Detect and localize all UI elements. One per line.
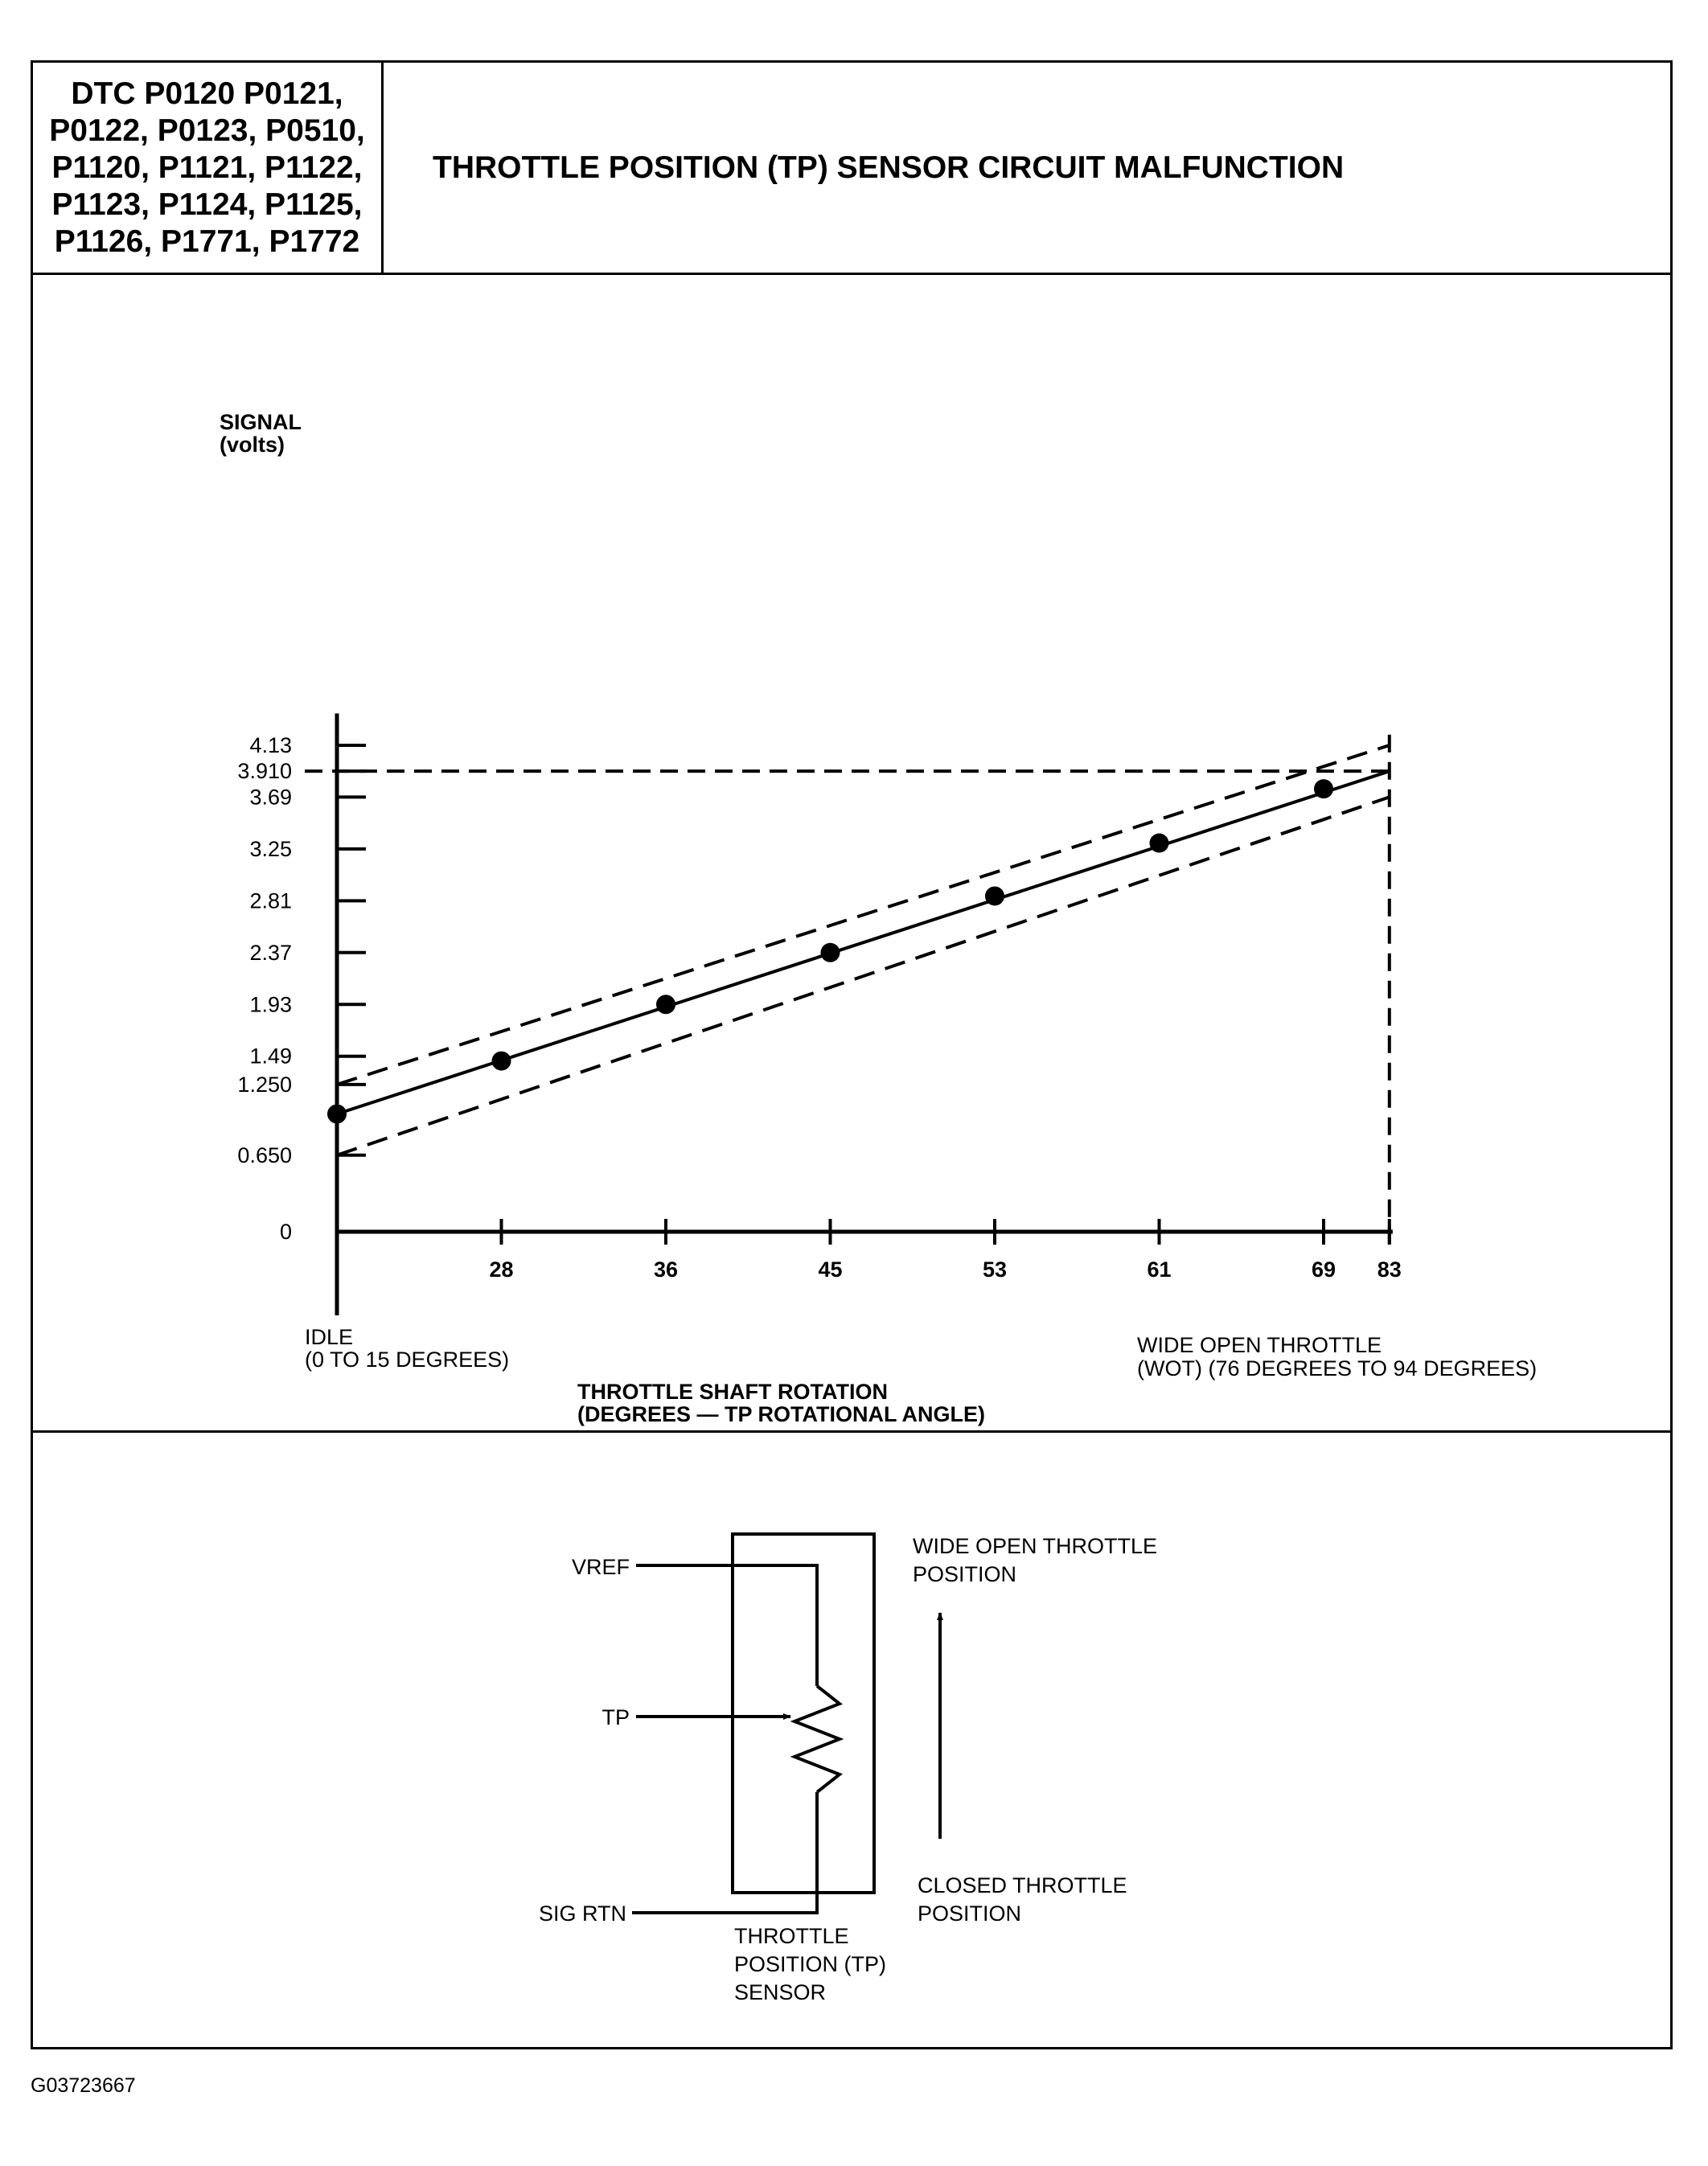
figure-frame — [31, 60, 1673, 2049]
x-tick-label: 83 — [1377, 1257, 1402, 1282]
x-tick-label: 28 — [489, 1257, 514, 1282]
data-point — [327, 1105, 347, 1124]
wot-position-label-line: POSITION — [913, 1562, 1017, 1586]
sensor-label-line: THROTTLE — [734, 1924, 849, 1948]
y-tick-label: 3.69 — [249, 785, 292, 810]
y-tick-label: 1.49 — [249, 1044, 292, 1069]
y-tick-label: 3.910 — [237, 759, 292, 784]
x-tick-label: 45 — [818, 1257, 843, 1282]
dtc-line: DTC P0120 P0121, — [71, 76, 343, 111]
dtc-line: P1120, P1121, P1122, — [51, 150, 363, 185]
data-point — [656, 995, 675, 1014]
x-axis-title-line: THROTTLE SHAFT ROTATION — [577, 1380, 888, 1404]
wot-label-line: (WOT) (76 DEGREES TO 94 DEGREES) — [1137, 1356, 1538, 1380]
wot-position-label-line: WIDE OPEN THROTTLE — [913, 1534, 1158, 1558]
data-point — [1314, 779, 1333, 798]
data-point — [821, 943, 840, 962]
series-line-upper-limit — [337, 745, 1390, 1085]
sensor-diagram-row — [33, 1433, 1670, 2049]
page-title: THROTTLE POSITION (TP) SENSOR CIRCUIT MALFUNCTION — [433, 150, 1345, 185]
chart-row — [33, 275, 1670, 1433]
sig-rtn-wire — [632, 1792, 817, 1913]
data-point — [985, 886, 1004, 905]
plot-area — [237, 713, 1401, 1315]
vref-label: VREF — [571, 1555, 630, 1579]
y-tick-label: 4.13 — [249, 732, 292, 757]
idle-label-line: IDLE — [305, 1325, 354, 1349]
closed-position-label-line: CLOSED THROTTLE — [918, 1873, 1127, 1897]
y-axis-title-line: (volts) — [220, 433, 285, 457]
y-tick-label: 0 — [279, 1220, 292, 1244]
sensor-label-line: POSITION (TP) — [734, 1952, 886, 1976]
tp-label: TP — [601, 1705, 630, 1729]
series-line-lower-limit — [337, 797, 1390, 1155]
y-tick-label: 2.37 — [249, 940, 292, 965]
y-tick-label: 0.650 — [237, 1142, 292, 1167]
x-tick-label: 36 — [653, 1257, 679, 1282]
vref-wire — [636, 1565, 817, 1686]
y-tick-label: 1.250 — [237, 1072, 292, 1097]
x-tick-label: 53 — [982, 1257, 1008, 1282]
sensor-housing — [733, 1534, 874, 1893]
resistor-symbol — [794, 1686, 840, 1792]
tp-voltage-chart — [33, 275, 1670, 1430]
y-tick-label: 1.93 — [249, 992, 292, 1017]
figure-id: G03723667 — [31, 2074, 136, 2097]
x-tick-label: 61 — [1147, 1257, 1172, 1282]
dtc-line: P1126, P1771, P1772 — [54, 224, 360, 259]
y-tick-label: 2.81 — [249, 888, 292, 913]
title-cell — [433, 63, 1344, 273]
wot-label-line: WIDE OPEN THROTTLE — [1137, 1333, 1382, 1357]
idle-label-line: (0 TO 15 DEGREES) — [305, 1348, 510, 1372]
y-tick-label: 3.25 — [249, 836, 292, 861]
dtc-line: P0122, P0123, P0510, — [49, 113, 365, 148]
x-axis-title-line: (DEGREES — TP ROTATIONAL ANGLE) — [577, 1402, 986, 1426]
data-point — [492, 1052, 511, 1071]
dtc-codes-cell — [33, 63, 384, 273]
y-axis-title-line: SIGNAL — [220, 410, 302, 434]
closed-position-label-line: POSITION — [918, 1901, 1022, 1926]
dtc-line: P1123, P1124, P1125, — [51, 187, 363, 222]
sensor-label-line: SENSOR — [734, 1980, 827, 2004]
data-point — [1150, 834, 1169, 853]
tp-sensor-schematic — [33, 1433, 1670, 2047]
header-row — [33, 63, 1670, 275]
x-tick-label: 69 — [1311, 1257, 1336, 1282]
sig-rtn-label: SIG RTN — [538, 1901, 626, 1926]
